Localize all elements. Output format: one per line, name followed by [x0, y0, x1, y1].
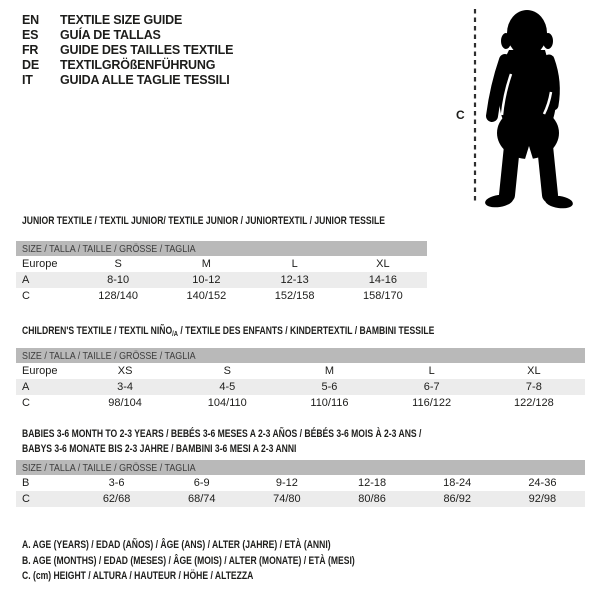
- table-cell: 12-18: [357, 477, 387, 489]
- table-cell: 4-5: [219, 381, 236, 393]
- table-title-text: [22, 324, 434, 341]
- row-label: C: [22, 397, 30, 409]
- language-row: [22, 73, 233, 88]
- baby-leg-right: [545, 146, 550, 195]
- language-code: EN: [22, 13, 39, 27]
- table-row: [16, 379, 585, 395]
- language-label: TEXTILGRÖßENFÜHRUNG: [60, 58, 216, 72]
- table-title: [16, 214, 427, 228]
- baby-height-figure: [450, 0, 600, 220]
- table-cell: 18-24: [443, 477, 472, 489]
- size-header-bar: [16, 241, 427, 256]
- table-cell: L: [291, 258, 298, 270]
- language-label: TEXTILE SIZE GUIDE: [60, 13, 183, 27]
- table-title-text: JUNIOR TEXTILE / TEXTIL JUNIOR/ TEXTILE JUNIOR / JUNIORTEXTIL / JUNIOR TESSILE: [22, 215, 385, 227]
- table-cell: 5-6: [321, 381, 338, 393]
- table-cell: 116/122: [412, 397, 452, 409]
- baby-ear-left: [501, 33, 511, 49]
- row-label: B: [22, 477, 30, 489]
- language-code: FR: [22, 43, 39, 57]
- table-cell: 122/128: [513, 397, 554, 409]
- table-cell: 6-9: [193, 477, 210, 489]
- table-cell: XL: [527, 365, 541, 377]
- table-cell: XS: [117, 365, 133, 377]
- babies-size-table: [16, 460, 585, 507]
- junior-size-table: [16, 241, 427, 304]
- size-header-row: [16, 241, 427, 256]
- table-cell: 140/152: [186, 290, 227, 302]
- size-header-row: [16, 460, 585, 475]
- row-label: A: [22, 381, 30, 393]
- row-label: A: [22, 274, 30, 286]
- table-cell: 10-12: [192, 274, 221, 286]
- language-guide: [22, 13, 233, 88]
- language-label: GUIDE DES TAILLES TEXTILE: [60, 43, 234, 57]
- height-measure-label: C: [456, 108, 465, 122]
- table-title-part: / TEXTILE DES ENFANTS / KINDERTEXTIL / BAMBINI TESSILE: [177, 325, 435, 337]
- row-label: Europe: [22, 365, 58, 377]
- legend-line-b: [22, 554, 449, 570]
- table-cell: 3-6: [108, 477, 125, 489]
- table-cell: 6-7: [423, 381, 440, 393]
- table-cell: 74/80: [273, 493, 301, 505]
- table-cell: L: [428, 365, 435, 377]
- language-code: DE: [22, 58, 39, 72]
- legend-text: B. AGE (MONTHS) / EDAD (MESES) / ÂGE (MOIS) / ALTER (MONATE) / ETÀ (MESI): [22, 554, 355, 567]
- table-title: [16, 324, 585, 341]
- language-row: [22, 13, 233, 28]
- size-header-bar: [16, 460, 585, 475]
- row-label: Europe: [22, 258, 58, 270]
- table-title: [16, 427, 585, 457]
- legend-text: C. (cm) HEIGHT / ALTURA / HAUTEUR / HÖHE / ALTEZZA: [22, 570, 254, 582]
- table-row: [16, 395, 585, 411]
- legend-text: A. AGE (YEARS) / EDAD (AÑOS) / ÂGE (ANS) / ALTER (JAHRE) / ETÀ (ANNI): [22, 539, 331, 551]
- size-header-row: [16, 348, 585, 363]
- table-cell: 128/140: [98, 290, 138, 302]
- table-cell: 92/98: [528, 493, 557, 505]
- table-cell: 7-8: [525, 381, 542, 393]
- table-row: [16, 491, 585, 507]
- language-label: GUÍA DE TALLAS: [60, 28, 161, 42]
- table-cell: 98/104: [108, 397, 142, 409]
- table-cell: 62/68: [102, 493, 131, 505]
- language-row: [22, 43, 233, 58]
- table-cell: 104/110: [207, 397, 247, 409]
- size-header-label: SIZE / TALLA / TAILLE / GRÖSSE / TAGLIA: [22, 461, 196, 474]
- table-cell: 8-10: [107, 274, 130, 286]
- table-row: [16, 363, 585, 379]
- table-cell: M: [201, 258, 211, 270]
- language-code: ES: [22, 28, 39, 42]
- table-row: [16, 475, 585, 491]
- table-row: [16, 288, 427, 304]
- children-size-table-section: [16, 324, 585, 411]
- babies-size-table-section: [16, 427, 585, 507]
- table-row: [16, 272, 427, 288]
- baby-leg-left: [507, 146, 512, 195]
- size-header-label: SIZE / TALLA / TAILLE / GRÖSSE / TAGLIA: [22, 349, 196, 362]
- table-cell: S: [223, 365, 231, 377]
- table-title-line2: BABYS 3-6 MONATE BIS 2-3 JAHRE / BAMBINI 3-6 MESI A 2-3 ANNI: [22, 443, 297, 455]
- table-cell: 24-36: [528, 477, 557, 489]
- table-cell: S: [114, 258, 122, 270]
- table-title-subscript: /A: [172, 329, 178, 338]
- table-cell: 86/92: [443, 493, 471, 505]
- table-title-line1: BABIES 3-6 MONTH TO 2-3 YEARS / BEBÉS 3-6 MESES A 2-3 AÑOS / BÉBÉS 3-6 MOIS À 2-3 ANS /: [22, 428, 422, 440]
- children-size-table: [16, 348, 585, 411]
- language-label: GUIDA ALLE TAGLIE TESSILI: [60, 73, 230, 87]
- baby-silhouette-icon: [484, 10, 573, 210]
- table-title-part: CHILDREN'S TEXTILE / TEXTIL NIÑO: [22, 325, 173, 337]
- language-row: [22, 58, 233, 73]
- table-cell: 14-16: [368, 274, 397, 286]
- table-cell: XL: [376, 258, 390, 270]
- language-code: IT: [22, 73, 33, 87]
- row-label: C: [22, 290, 30, 302]
- table-row: [16, 256, 427, 272]
- legend-line-a: [22, 538, 449, 554]
- size-header-label: SIZE / TALLA / TAILLE / GRÖSSE / TAGLIA: [22, 242, 196, 255]
- table-cell: M: [324, 365, 335, 377]
- table-cell: 3-4: [117, 381, 134, 393]
- size-header-bar: [16, 348, 585, 363]
- table-cell: 110/116: [310, 397, 349, 409]
- table-cell: 12-13: [280, 274, 309, 286]
- baby-head: [507, 10, 547, 56]
- baby-ear-right: [543, 33, 553, 49]
- table-cell: 9-12: [275, 477, 298, 489]
- legend-line-c: [22, 569, 449, 585]
- table-cell: 158/170: [362, 290, 403, 302]
- table-cell: 68/74: [187, 493, 216, 505]
- table-cell: 80/86: [358, 493, 386, 505]
- table-cell: 152/158: [274, 290, 315, 302]
- row-label: C: [22, 493, 30, 505]
- junior-size-table-section: [16, 214, 427, 304]
- measure-legend: [22, 538, 449, 585]
- language-row: [22, 28, 233, 43]
